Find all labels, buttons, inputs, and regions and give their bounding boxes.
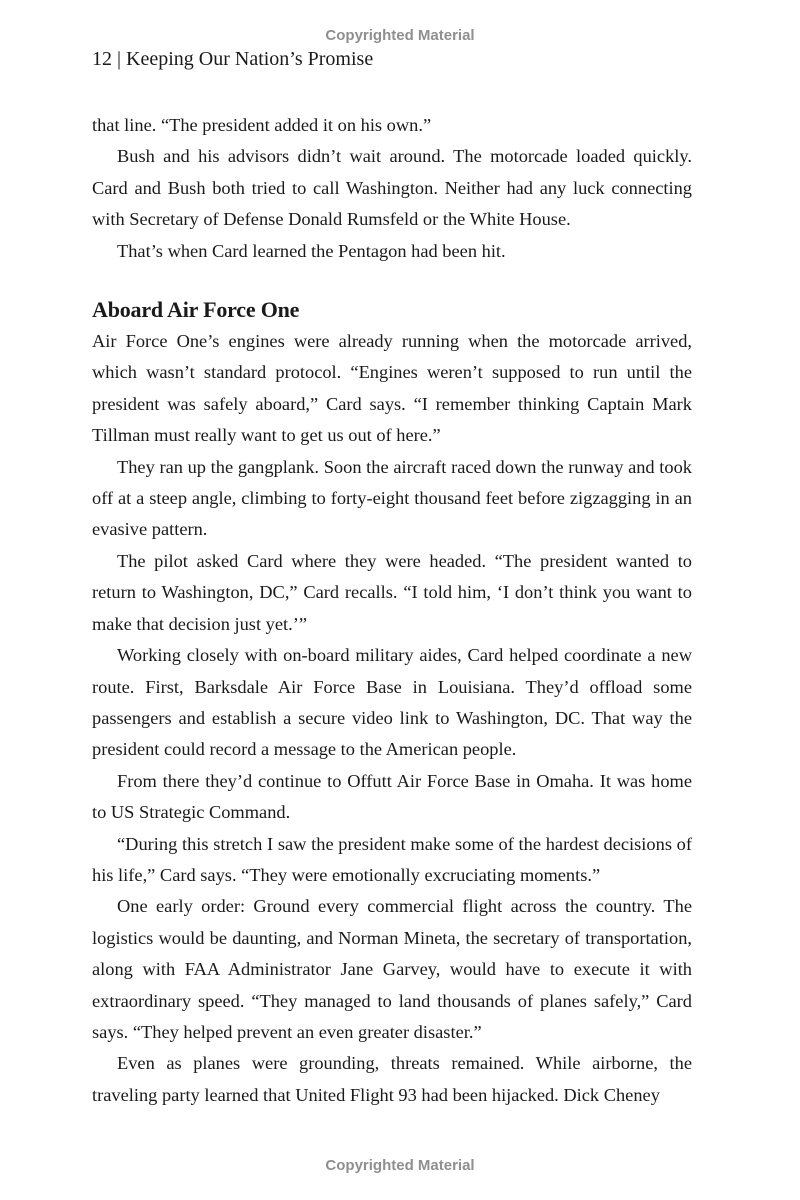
book-title: Keeping Our Nation’s Promise [126,48,374,70]
running-head [92,48,373,71]
paragraph: Even as planes were grounding, threats remained. While airborne, the traveling party learned that United Flight 93 had been hijacked. Dick Cheney [92,1053,692,1105]
paragraph: “During this stretch I saw the president make some of the hardest decisions of his life,” Card says. “They were emotionally excruciating moments.” [92,833,692,885]
paragraph: Bush and his advisors didn’t wait around. The motorcade loaded quickly. Card and Bush both tried to call Washington. Neither had any luck connecting with Secretary of Defense Donald Rumsfeld or the White House. [92,146,692,230]
paragraph: One early order: Ground every commercial flight across the country. The logistics would be daunting, and Norman Mineta, the secretary of transportation, along with FAA Administrator Jane Garvey, would have to execute it with extraordinary speed. “They managed to land thousands of planes safely,” Card says. “They helped prevent an even greater disaster.” [92,896,692,1042]
watermark-top: Copyrighted Material [325,27,475,44]
body-text [92,110,692,1111]
paragraph: The pilot asked Card where they were headed. “The president wanted to return to Washington, DC,” Card recalls. “I told him, ‘I don’t think you want to make that decision just yet.’” [92,550,692,634]
paragraph: that line. “The president added it on his own.” [92,115,432,135]
watermark-bottom: Copyrighted Material [325,1157,475,1174]
paragraph: Air Force One’s engines were already running when the motorcade arrived, which wasn’t standard protocol. “Engines weren’t supposed to run until the president was safely aboard,” Card says. “I remember thinking Captain Mark Tillman must really want to get us out of here.” [92,331,692,446]
paragraph: They ran up the gangplank. Soon the aircraft raced down the runway and took off at a steep angle, climbing to forty-eight thousand feet before zigzagging in an evasive pattern. [92,456,692,540]
paragraph: That’s when Card learned the Pentagon had been hit. [117,240,506,261]
header-separator: | [117,48,122,70]
paragraph: From there they’d continue to Offutt Air Force Base in Omaha. It was home to US Strategic Command. [92,770,692,823]
page-number: 12 [92,48,112,70]
paragraph: Working closely with on-board military aides, Card helped coordinate a new route. First, Barksdale Air Force Base in Louisiana. They’d offload some passengers and establish a secure video link to Washington, DC. That way the president could record a message to the American people. [92,645,692,760]
section-heading: Aboard Air Force One [92,297,300,323]
